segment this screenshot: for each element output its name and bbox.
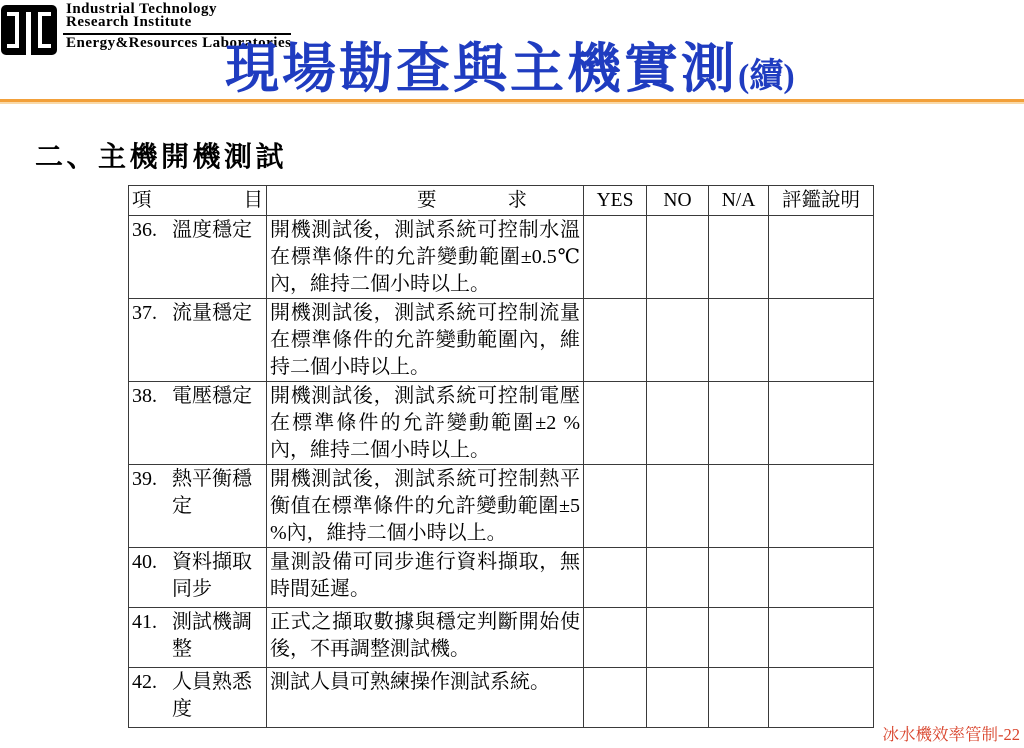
na-cell xyxy=(709,548,769,608)
header-no: NO xyxy=(647,186,709,216)
item-number: 39. xyxy=(132,468,157,490)
na-cell xyxy=(709,216,769,299)
item-name: 熱平衡穩定 xyxy=(172,468,252,517)
item-cell xyxy=(129,299,267,382)
item-name: 溫度穩定 xyxy=(172,219,252,241)
na-cell xyxy=(709,668,769,728)
item-name: 流量穩定 xyxy=(172,302,252,324)
requirement-line: 時間延遲。 xyxy=(270,578,370,600)
yes-cell xyxy=(584,382,647,465)
item-name: 人員熟悉度 xyxy=(172,671,252,720)
table-row xyxy=(129,668,874,728)
item-cell xyxy=(129,548,267,608)
item-number: 38. xyxy=(132,385,157,407)
slide-title-suffix: (續) xyxy=(738,58,795,95)
requirement-line: 開機測試後，測試系統可控制流量 xyxy=(270,302,580,324)
item-number: 36. xyxy=(132,219,157,241)
org-name-line-1: Industrial Technology xyxy=(66,1,217,17)
header-requirement-label: 要求 xyxy=(417,190,527,211)
item-name: 資料擷取同步 xyxy=(172,551,252,600)
header-item-label: 項目 xyxy=(132,190,263,211)
header-yes: YES xyxy=(584,186,647,216)
yes-cell xyxy=(584,465,647,548)
no-cell xyxy=(647,608,709,668)
item-number: 41. xyxy=(132,611,157,633)
slide-title xyxy=(225,38,795,108)
header-requirement xyxy=(267,186,584,216)
remarks-cell xyxy=(769,465,874,548)
item-cell xyxy=(129,465,267,548)
item-cell xyxy=(129,382,267,465)
yes-cell xyxy=(584,548,647,608)
yes-cell xyxy=(584,299,647,382)
item-number: 40. xyxy=(132,551,157,573)
header-item xyxy=(129,186,267,216)
slide-title-main: 現場勘查與主機實測 xyxy=(225,39,738,99)
no-cell xyxy=(647,299,709,382)
requirement-line: 後，不再調整測試機。 xyxy=(270,638,470,660)
table-row xyxy=(129,465,874,548)
requirement-cell xyxy=(267,382,584,465)
no-cell xyxy=(647,548,709,608)
requirement-line: 持二個小時以上。 xyxy=(270,356,430,378)
item-cell xyxy=(129,668,267,728)
item-cell xyxy=(129,608,267,668)
na-cell xyxy=(709,382,769,465)
requirement-line: 開機測試後，測試系統可控制熱平 xyxy=(270,468,580,490)
no-cell xyxy=(647,382,709,465)
na-cell xyxy=(709,465,769,548)
itri-logo-icon xyxy=(0,2,58,58)
yes-cell xyxy=(584,668,647,728)
requirement-line: 開機測試後，測試系統可控制水溫 xyxy=(270,219,580,241)
item-cell xyxy=(129,216,267,299)
remarks-cell xyxy=(769,299,874,382)
table-header-row xyxy=(129,186,874,216)
table-row xyxy=(129,216,874,299)
item-name: 電壓穩定 xyxy=(172,385,252,407)
item-number: 42. xyxy=(132,671,157,693)
requirement-line: 在標準條件的允許變動範圍內，維 xyxy=(270,329,580,351)
remarks-cell xyxy=(769,382,874,465)
no-cell xyxy=(647,668,709,728)
requirement-cell xyxy=(267,608,584,668)
table-row xyxy=(129,382,874,465)
remarks-cell xyxy=(769,668,874,728)
table-row xyxy=(129,548,874,608)
na-cell xyxy=(709,299,769,382)
requirement-line: 測試人員可熟練操作測試系統。 xyxy=(270,671,550,693)
na-cell xyxy=(709,608,769,668)
requirement-line: %內，維持二個小時以上。 xyxy=(270,522,507,544)
requirement-cell xyxy=(267,548,584,608)
header-na: N/A xyxy=(709,186,769,216)
section-heading: 二、主機開機測試 xyxy=(35,142,288,173)
remarks-cell xyxy=(769,608,874,668)
requirement-cell xyxy=(267,299,584,382)
requirement-line: 量測設備可同步進行資料擷取，無 xyxy=(270,551,580,573)
remarks-cell xyxy=(769,548,874,608)
remarks-cell xyxy=(769,216,874,299)
lab-name: Energy&Resources Laboratories xyxy=(66,35,292,51)
header-remarks: 評鑑說明 xyxy=(769,186,874,216)
org-name-line-2: Research Institute xyxy=(66,14,192,30)
table-row xyxy=(129,608,874,668)
requirement-cell xyxy=(267,668,584,728)
requirement-cell xyxy=(267,216,584,299)
yes-cell xyxy=(584,608,647,668)
requirement-line: 在標準條件的允許變動範圍±2 % xyxy=(270,412,580,434)
table-row xyxy=(129,299,874,382)
title-rule-shadow xyxy=(0,102,1024,104)
no-cell xyxy=(647,465,709,548)
item-name: 測試機調整 xyxy=(172,611,252,660)
checklist-table xyxy=(128,185,874,728)
requirement-line: 內，維持二個小時以上。 xyxy=(270,273,490,295)
requirement-line: 內，維持二個小時以上。 xyxy=(270,439,490,461)
requirement-line: 衡值在標準條件的允許變動範圍±5 xyxy=(270,495,580,517)
requirement-line: 開機測試後，測試系統可控制電壓 xyxy=(270,385,580,407)
page-label: 冰水機效率管制-22 xyxy=(882,725,1020,744)
requirement-line: 正式之擷取數據與穩定判斷開始使 xyxy=(270,611,580,633)
yes-cell xyxy=(584,216,647,299)
no-cell xyxy=(647,216,709,299)
item-number: 37. xyxy=(132,302,157,324)
requirement-cell xyxy=(267,465,584,548)
requirement-line: 在標準條件的允許變動範圍±0.5℃ xyxy=(270,246,580,268)
